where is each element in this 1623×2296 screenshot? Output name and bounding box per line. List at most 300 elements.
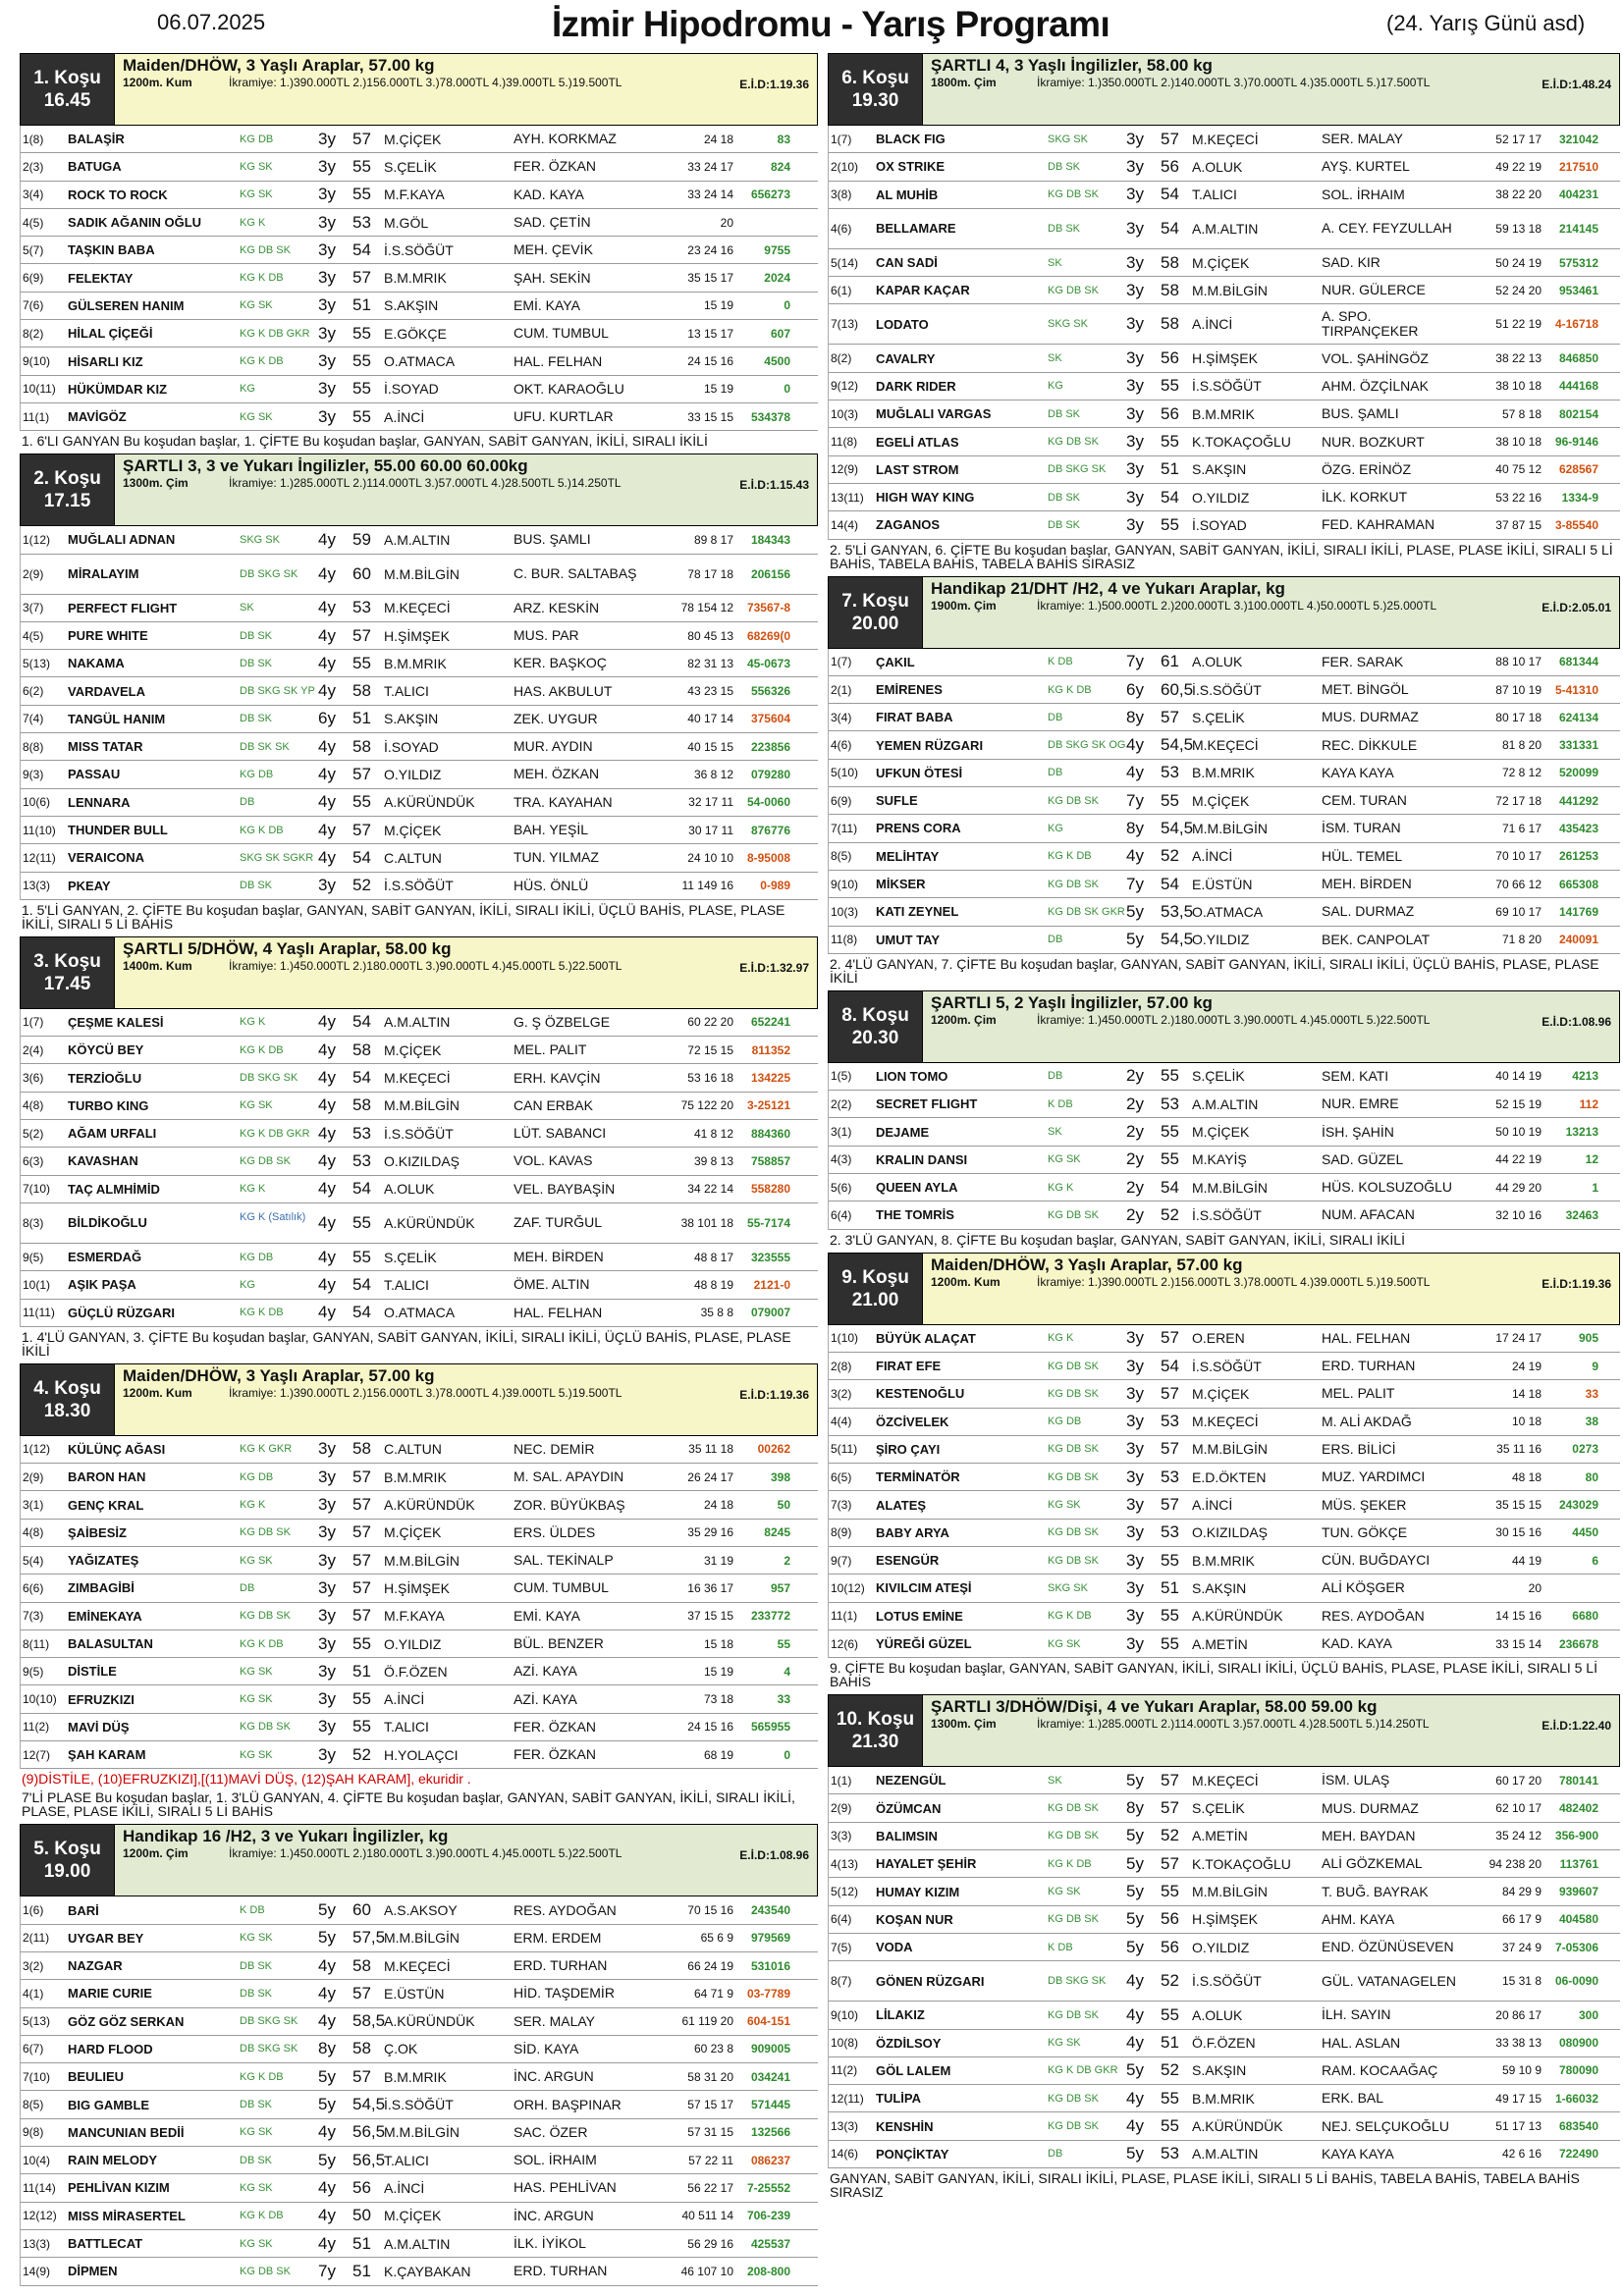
horse-name[interactable]: MİRALAYIM <box>68 566 139 582</box>
runner-row[interactable] <box>21 1575 818 1602</box>
runner-row[interactable] <box>829 1934 1620 1961</box>
trainer-name: NUR. GÜLERCE <box>1322 283 1426 298</box>
horse-name[interactable]: RAIN MELODY <box>68 2153 157 2168</box>
horse-age: 3y <box>318 1577 336 1597</box>
runner-row[interactable] <box>21 650 818 677</box>
runner-row[interactable] <box>829 760 1620 787</box>
horse-name[interactable]: BATTLECAT <box>68 2236 143 2252</box>
horse-name[interactable]: TAŞKIN BABA <box>68 242 155 258</box>
horse-name[interactable]: KENSHİN <box>876 2118 934 2134</box>
horse-name[interactable]: LAST STROM <box>876 461 959 477</box>
horse-name[interactable]: GÜLSEREN HANIM <box>68 297 185 313</box>
runner-row[interactable] <box>21 2230 818 2258</box>
jockey-name: M.M.BİLGİN <box>1192 820 1269 836</box>
handicap-points: 60 17 20 <box>1495 1773 1542 1788</box>
runner-row[interactable] <box>829 2057 1620 2085</box>
last-races: 223856 <box>750 739 790 754</box>
jockey-name: Ö.F.ÖZEN <box>384 1663 448 1680</box>
horse-weight: 55 <box>1161 790 1179 810</box>
runner-row[interactable] <box>21 733 818 761</box>
runner-row[interactable] <box>829 428 1620 455</box>
horse-weight: 53 <box>352 1150 371 1170</box>
horse-name[interactable]: MUĞLALI ADNAN <box>68 532 176 548</box>
horse-name[interactable]: EFRUZKIZI <box>68 1691 135 1707</box>
horse-name[interactable]: PONÇİKTAY <box>876 2146 949 2162</box>
horse-name[interactable]: OX STRIKE <box>876 159 946 175</box>
horse-name[interactable]: GÖL LALEM <box>876 2062 951 2078</box>
horse-weight: 54 <box>352 1274 371 1294</box>
runner-row[interactable] <box>829 182 1620 209</box>
horse-name[interactable]: DİSTİLE <box>68 1664 117 1680</box>
horse-name[interactable]: HAYALET ŞEHİR <box>876 1856 977 1872</box>
runner-row[interactable] <box>829 1850 1620 1878</box>
horse-name[interactable]: MAVİ DÜŞ <box>68 1719 130 1735</box>
runner-row[interactable] <box>21 1547 818 1575</box>
runner-row[interactable] <box>21 293 818 320</box>
runner-row[interactable] <box>829 511 1620 539</box>
horse-name[interactable]: LİLAKIZ <box>876 2007 925 2023</box>
runner-row[interactable] <box>21 2174 818 2202</box>
horse-name[interactable]: BARİ <box>68 1902 99 1918</box>
runner-row[interactable] <box>829 704 1620 731</box>
runner-row[interactable] <box>829 1878 1620 1905</box>
runner-row[interactable] <box>21 1436 818 1464</box>
runner-row[interactable] <box>21 622 818 650</box>
runner-row[interactable] <box>829 1063 1620 1091</box>
runner-number: 4(8) <box>23 1525 44 1540</box>
horse-name[interactable]: UFKUN ÖTESİ <box>876 765 963 780</box>
horse-name[interactable]: KÜLÜNÇ AĞASI <box>68 1441 166 1457</box>
handicap-points: 80 45 13 <box>687 628 733 643</box>
horse-name[interactable]: THUNDER BULL <box>68 823 168 838</box>
runner-row[interactable] <box>829 1118 1620 1146</box>
trainer-name: SOL. İRHAIM <box>514 2153 597 2168</box>
horse-name[interactable]: FIRAT EFE <box>876 1359 942 1374</box>
horse-name[interactable]: BATUGA <box>68 159 122 175</box>
horse-name[interactable]: QUEEN AYLA <box>876 1180 958 1196</box>
handicap-points: 15 19 <box>703 298 733 313</box>
trainer-name: HÜL. TEMEL <box>1322 848 1403 864</box>
runner-row[interactable] <box>829 304 1620 345</box>
runner-row[interactable] <box>21 1064 818 1092</box>
runner-row[interactable] <box>829 1547 1620 1575</box>
horse-age: 8y <box>1126 818 1144 837</box>
horse-name[interactable]: NAZGAR <box>68 1958 123 1974</box>
runner-row[interactable] <box>21 1658 818 1685</box>
horse-name[interactable]: KAPAR KAÇAR <box>876 283 970 298</box>
runner-row[interactable] <box>829 676 1620 704</box>
runner-row[interactable] <box>829 249 1620 277</box>
runner-row[interactable] <box>21 1148 818 1175</box>
runner-row[interactable] <box>829 649 1620 676</box>
horse-name[interactable]: LODATO <box>876 316 929 332</box>
runner-row[interactable] <box>829 1823 1620 1850</box>
runner-row[interactable] <box>21 761 818 788</box>
runner-row[interactable] <box>829 1409 1620 1436</box>
runner-row[interactable] <box>21 1244 818 1271</box>
runner-row[interactable] <box>829 898 1620 926</box>
jockey-name: A.KÜRÜNDÜK <box>384 2013 475 2030</box>
horse-weight: 53 <box>352 212 371 232</box>
runner-row[interactable] <box>21 126 818 153</box>
horse-name[interactable]: ÇEŞME KALESİ <box>68 1014 164 1030</box>
horse-name[interactable]: UMUT TAY <box>876 932 940 947</box>
handicap-points: 71 6 17 <box>1501 821 1542 835</box>
runner-table <box>828 1325 1620 1659</box>
runner-row[interactable] <box>21 209 818 237</box>
equipment: KG DB SK <box>1048 2120 1099 2133</box>
horse-name[interactable]: HÜKÜMDAR KIZ <box>68 381 168 397</box>
horse-name[interactable]: BALAŞİR <box>68 132 125 147</box>
runner-row[interactable] <box>829 153 1620 181</box>
runner-row[interactable] <box>21 320 818 347</box>
runner-row[interactable] <box>21 789 818 817</box>
runner-row[interactable] <box>829 345 1620 372</box>
runner-row[interactable] <box>21 2203 818 2230</box>
horse-age: 3y <box>318 323 336 343</box>
runner-row[interactable] <box>21 1685 818 1713</box>
runner-row[interactable] <box>21 1271 818 1299</box>
horse-name[interactable]: MISS MİRASERTEL <box>68 2208 186 2223</box>
runner-row[interactable] <box>829 1603 1620 1630</box>
horse-name[interactable]: TANGÜL HANIM <box>68 711 166 726</box>
horse-name[interactable]: PKEAY <box>68 878 111 893</box>
runner-row[interactable] <box>829 1436 1620 1464</box>
runner-row[interactable] <box>21 1203 818 1244</box>
horse-name[interactable]: ÇAKIL <box>876 654 915 669</box>
trainer-name: BAH. YEŞİL <box>514 823 589 838</box>
runner-row[interactable] <box>829 1325 1620 1353</box>
horse-name[interactable]: SADIK AĞANIN OĞLU <box>68 215 202 231</box>
runner-row[interactable] <box>829 2112 1620 2140</box>
horse-name[interactable]: DİPMEN <box>68 2264 118 2279</box>
horse-name[interactable]: KÖYCÜ BEY <box>68 1042 144 1058</box>
horse-name[interactable]: EGELİ ATLAS <box>876 434 959 450</box>
runner-number: 5(10) <box>831 766 859 780</box>
horse-name[interactable]: BALIMSIN <box>876 1828 938 1843</box>
horse-name[interactable]: KAVASHAN <box>68 1153 138 1169</box>
runner-row[interactable] <box>829 373 1620 400</box>
horse-name[interactable]: BLACK FIG <box>876 132 946 147</box>
runner-row[interactable] <box>829 1147 1620 1174</box>
horse-name[interactable]: SECRET FLIGHT <box>876 1096 978 1112</box>
horse-name[interactable]: CAVALRY <box>876 350 936 366</box>
runner-row[interactable] <box>21 1630 818 1658</box>
runner-row[interactable] <box>829 2141 1620 2168</box>
horse-name[interactable]: BÜYÜK ALAÇAT <box>876 1330 976 1346</box>
equipment: KG DB SK <box>240 1154 291 1167</box>
horse-name[interactable]: ŞİRO ÇAYI <box>876 1441 941 1457</box>
trainer-name: ALİ KÖŞGER <box>1322 1580 1405 1596</box>
horse-weight: 53,5 <box>1161 901 1194 921</box>
runner-number: 2(8) <box>831 1359 852 1373</box>
runner-row[interactable] <box>21 817 818 844</box>
horse-name[interactable]: BİLDİKOĞLU <box>68 1215 147 1231</box>
horse-name[interactable]: GENÇ KRAL <box>68 1497 144 1513</box>
horse-name[interactable]: BEULIEU <box>68 2069 125 2085</box>
horse-name[interactable]: MARIE CURIE <box>68 1986 152 2002</box>
horse-name[interactable]: KOŞAN NUR <box>876 1911 953 1927</box>
horse-name[interactable]: NAKAMA <box>68 656 125 671</box>
horse-name[interactable]: MUĞLALI VARGAS <box>876 406 992 422</box>
runner-row[interactable] <box>21 1952 818 1980</box>
handicap-points: 51 22 19 <box>1495 317 1542 332</box>
runner-row[interactable] <box>829 1767 1620 1794</box>
horse-name[interactable]: KIVILCIM ATEŞİ <box>876 1580 972 1596</box>
runner-row[interactable] <box>829 787 1620 815</box>
horse-name[interactable]: YAĞIZATEŞ <box>68 1553 139 1569</box>
horse-name[interactable]: PURE WHITE <box>68 628 148 643</box>
horse-name[interactable]: TERZİOĞLU <box>68 1070 142 1086</box>
runner-row[interactable] <box>829 1630 1620 1658</box>
horse-name[interactable]: BIG GAMBLE <box>68 2097 150 2112</box>
runner-row[interactable] <box>21 844 818 872</box>
runner-row[interactable] <box>21 1714 818 1741</box>
runner-row[interactable] <box>829 1491 1620 1519</box>
horse-name[interactable]: TERMİNATÖR <box>876 1469 960 1485</box>
runner-row[interactable] <box>21 2008 818 2036</box>
horse-name[interactable]: FELEKTAY <box>68 270 134 286</box>
runner-row[interactable] <box>829 2002 1620 2029</box>
last-races: 876776 <box>750 823 790 837</box>
handicap-points: 16 36 17 <box>687 1580 733 1595</box>
horse-age: 4y <box>318 1123 336 1143</box>
runner-row[interactable] <box>21 2063 818 2091</box>
horse-name[interactable]: HİLAL ÇİÇEĞİ <box>68 326 153 342</box>
runner-row[interactable] <box>21 347 818 375</box>
runner-row[interactable] <box>21 677 818 705</box>
jockey-name: S.ÇELİK <box>1192 1068 1245 1085</box>
horse-name[interactable]: FIRAT BABA <box>876 710 953 725</box>
runner-row[interactable] <box>21 1925 818 1952</box>
runner-row[interactable] <box>21 1093 818 1120</box>
runner-row[interactable] <box>21 1896 818 1924</box>
runner-row[interactable] <box>829 456 1620 484</box>
trainer-name: REC. DİKKULE <box>1322 737 1418 753</box>
runner-row[interactable] <box>21 376 818 403</box>
horse-name[interactable]: AŞIK PAŞA <box>68 1277 136 1293</box>
horse-name[interactable]: CAN SADİ <box>876 255 938 271</box>
horse-name[interactable]: HUMAY KIZIM <box>876 1884 960 1899</box>
horse-name[interactable]: DARK RIDER <box>876 378 956 394</box>
race-prize: İkramiye: 1.)285.000TL 2.)114.000TL 3.)57.000TL 4.)28.500TL 5.)14.250TL <box>229 476 622 491</box>
race-record: E.İ.D:1.32.97 <box>739 960 809 975</box>
horse-name[interactable]: LENNARA <box>68 794 131 810</box>
jockey-name: B.M.MRIK <box>384 2068 447 2085</box>
runner-row[interactable] <box>21 2119 818 2147</box>
runner-row[interactable] <box>829 1575 1620 1602</box>
horse-name[interactable]: UYGAR BEY <box>68 1930 144 1946</box>
runner-row[interactable] <box>829 1464 1620 1491</box>
horse-name[interactable]: BARON HAN <box>68 1469 146 1485</box>
horse-name[interactable]: PASSAU <box>68 767 121 782</box>
horse-name[interactable]: ÖZÜMCAN <box>876 1800 942 1816</box>
horse-name[interactable]: MELİHTAY <box>876 848 940 864</box>
race-record: E.İ.D:1.19.36 <box>739 78 809 91</box>
runner-row[interactable] <box>21 1741 818 1769</box>
horse-name[interactable]: LOTUS EMİNE <box>876 1608 963 1624</box>
runner-row[interactable] <box>21 1120 818 1148</box>
horse-name[interactable]: ROCK TO ROCK <box>68 187 168 202</box>
runner-row[interactable] <box>829 815 1620 842</box>
runner-row[interactable] <box>829 1906 1620 1934</box>
runner-row[interactable] <box>21 2258 818 2285</box>
equipment: SKG SK SGKR <box>240 851 314 864</box>
runner-row[interactable] <box>21 1300 818 1327</box>
runner-row[interactable] <box>21 1491 818 1519</box>
horse-name[interactable]: GÜÇLÜ RÜZGARI <box>68 1305 176 1320</box>
horse-name[interactable]: TAÇ ALMHİMİD <box>68 1181 160 1197</box>
jockey-name: A.İNCİ <box>1192 1497 1233 1514</box>
runner-row[interactable] <box>21 526 818 554</box>
runner-row[interactable] <box>21 873 818 900</box>
runner-row[interactable] <box>21 595 818 622</box>
runner-row[interactable] <box>829 1353 1620 1380</box>
horse-name[interactable]: KRALIN DANSI <box>876 1151 968 1167</box>
equipment: DB SKG SK <box>240 567 298 580</box>
horse-name[interactable]: VARDAVELA <box>68 683 145 699</box>
horse-name[interactable]: GÖNEN RÜZGARI <box>876 1973 985 1989</box>
horse-name[interactable]: SUFLE <box>876 793 918 809</box>
runner-row[interactable] <box>829 126 1620 153</box>
horse-name[interactable]: AĞAM URFALI <box>68 1126 157 1142</box>
horse-age: 5y <box>1126 901 1144 921</box>
runner-row[interactable] <box>21 153 818 181</box>
race-info <box>115 1363 818 1436</box>
horse-name[interactable]: ŞAH KARAM <box>68 1747 146 1763</box>
horse-name[interactable]: ÖZCİVELEK <box>876 1414 949 1429</box>
horse-name[interactable]: GÖZ GÖZ SERKAN <box>68 2013 185 2029</box>
horse-name[interactable]: KATI ZEYNEL <box>876 904 959 920</box>
runner-row[interactable] <box>21 182 818 209</box>
horse-name[interactable]: HİSARLI KIZ <box>68 353 143 369</box>
horse-name[interactable]: EMİRENES <box>876 682 943 697</box>
trainer-name: ALİ GÖZKEMAL <box>1322 1856 1423 1872</box>
last-races: 957 <box>770 1580 790 1595</box>
horse-name[interactable]: TURBO KING <box>68 1097 149 1113</box>
horse-name[interactable]: TULİPA <box>876 2091 921 2107</box>
race-prize: İkramiye: 1.)450.000TL 2.)180.000TL 3.)90.000TL 4.)45.000TL 5.)22.500TL <box>229 958 622 973</box>
runner-row[interactable] <box>21 555 818 595</box>
runner-number: 14(4) <box>831 517 859 532</box>
runner-row[interactable] <box>829 871 1620 898</box>
trainer-name: MÜS. ŞEKER <box>1322 1497 1407 1513</box>
horse-name[interactable]: LION TOMO <box>876 1068 948 1084</box>
runner-row[interactable] <box>829 927 1620 954</box>
horse-name[interactable]: BALASULTAN <box>68 1636 153 1652</box>
runner-row[interactable] <box>829 277 1620 304</box>
runner-row[interactable] <box>829 1380 1620 1408</box>
horse-name[interactable]: BABY ARYA <box>876 1524 949 1540</box>
handicap-points: 56 29 16 <box>687 2236 733 2251</box>
runner-row[interactable] <box>21 1520 818 1547</box>
horse-name[interactable]: ÖZDİLSOY <box>876 2035 942 2051</box>
runner-row[interactable] <box>21 237 818 264</box>
horse-name[interactable]: MISS TATAR <box>68 739 143 755</box>
runner-row[interactable] <box>21 264 818 292</box>
horse-name[interactable]: BELLAMARE <box>876 221 956 237</box>
horse-name[interactable]: PERFECT FLIGHT <box>68 600 178 615</box>
horse-age: 4y <box>1126 2033 1144 2053</box>
horse-name[interactable]: ZAGANOS <box>876 517 940 533</box>
runner-row[interactable] <box>829 2085 1620 2112</box>
horse-name[interactable]: NEZENGÜL <box>876 1773 947 1789</box>
runner-row[interactable] <box>21 2147 818 2174</box>
runner-row[interactable] <box>829 731 1620 759</box>
runner-row[interactable] <box>829 2030 1620 2057</box>
runner-row[interactable] <box>829 1520 1620 1547</box>
horse-name[interactable]: AL MUHİB <box>876 187 939 202</box>
horse-name[interactable]: PRENS CORA <box>876 821 961 836</box>
horse-weight: 51 <box>1161 459 1179 479</box>
horse-age: 4y <box>318 847 336 867</box>
horse-name[interactable]: MANCUNIAN BEDİİ <box>68 2124 185 2140</box>
handicap-points: 20 86 17 <box>1495 2007 1542 2022</box>
horse-name[interactable]: HIGH WAY KING <box>876 490 975 506</box>
horse-name[interactable]: EMİNEKAYA <box>68 1608 142 1624</box>
horse-name[interactable]: VERAICONA <box>68 850 145 866</box>
horse-name[interactable]: ŞAİBESİZ <box>68 1524 127 1540</box>
horse-name[interactable]: MAVİGÖZ <box>68 409 127 425</box>
horse-name[interactable]: MİKSER <box>876 877 926 892</box>
horse-name[interactable]: THE TOMRİS <box>876 1207 954 1223</box>
horse-name[interactable]: ZIMBAGİBİ <box>68 1580 135 1596</box>
runner-row[interactable] <box>829 209 1620 249</box>
handicap-points: 75 122 20 <box>680 1098 733 1113</box>
horse-name[interactable]: HARD FLOOD <box>68 2041 153 2056</box>
runner-row[interactable] <box>21 1980 818 2007</box>
runner-number: 11(1) <box>831 1609 858 1624</box>
runner-row[interactable] <box>829 400 1620 428</box>
horse-name[interactable]: YÜREĞİ GÜZEL <box>876 1636 972 1652</box>
runner-row[interactable] <box>829 1794 1620 1822</box>
runner-row[interactable] <box>829 843 1620 871</box>
runner-row[interactable] <box>21 1603 818 1630</box>
horse-weight: 56 <box>352 2177 371 2197</box>
jockey-name: S.ÇELİK <box>384 158 437 175</box>
runner-row[interactable] <box>829 1174 1620 1201</box>
horse-age: 3y <box>1126 1439 1144 1459</box>
runner-row[interactable] <box>21 2091 818 2118</box>
horse-name[interactable]: KESTENOĞLU <box>876 1386 965 1402</box>
horse-name[interactable]: YEMEN RÜZGARI <box>876 737 984 753</box>
runner-row[interactable] <box>21 403 818 431</box>
runner-row[interactable] <box>829 1091 1620 1118</box>
horse-name[interactable]: ALATEŞ <box>876 1497 927 1513</box>
equipment: KG DB SK <box>1048 1360 1099 1372</box>
runner-row[interactable] <box>21 706 818 733</box>
horse-name[interactable]: ESMERDAĞ <box>68 1250 142 1265</box>
race-prize: İkramiye: 1.)450.000TL 2.)180.000TL 3.)90.000TL 4.)45.000TL 5.)22.500TL <box>229 1846 622 1861</box>
trainer-name: İNC. ARGUN <box>514 2208 594 2223</box>
runner-row[interactable] <box>21 1176 818 1203</box>
trainer-name: LÜT. SABANCI <box>514 1126 607 1142</box>
runner-row[interactable] <box>21 1464 818 1491</box>
runner-row[interactable] <box>21 1037 818 1064</box>
runner-row[interactable] <box>21 2036 818 2063</box>
horse-name[interactable]: ESENGÜR <box>876 1553 940 1569</box>
horse-name[interactable]: VODA <box>876 1940 913 1955</box>
runner-row[interactable] <box>829 484 1620 511</box>
runner-number: 5(14) <box>831 255 859 270</box>
runner-row[interactable] <box>21 1009 818 1037</box>
trainer-name: MEL. PALIT <box>514 1042 587 1058</box>
runner-row[interactable] <box>829 1961 1620 2002</box>
handicap-points: 24 19 <box>1511 1359 1542 1373</box>
runner-row[interactable] <box>829 1201 1620 1229</box>
horse-name[interactable]: PEHLİVAN KIZIM <box>68 2180 170 2196</box>
horse-name[interactable]: DEJAME <box>876 1124 930 1140</box>
